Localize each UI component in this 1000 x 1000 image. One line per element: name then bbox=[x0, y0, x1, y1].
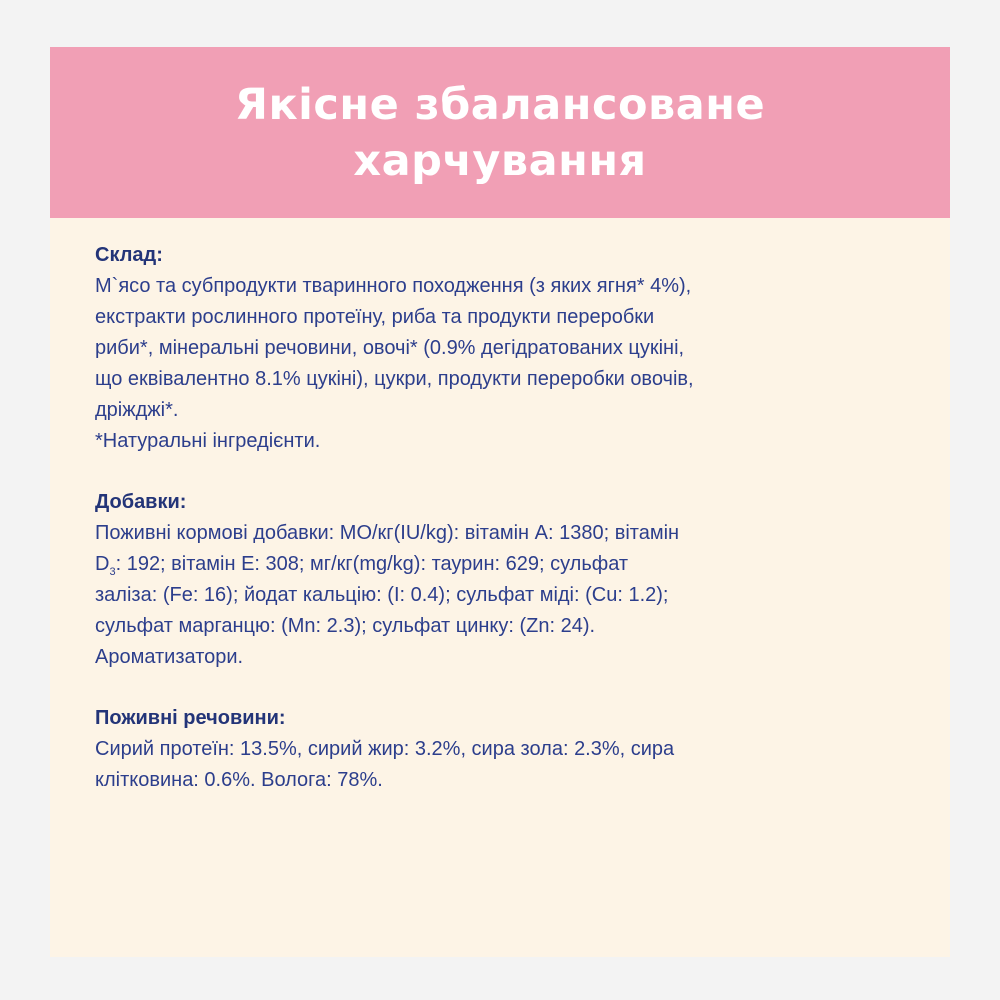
nutrients-line: Сирий протеїн: 13.5%, сирий жир: 3.2%, сира зола: 2.3%, сира bbox=[95, 738, 675, 760]
natural-ingredients-note: *Натуральні інгредієнти. bbox=[95, 430, 321, 452]
banner-title-line-2: харчування bbox=[353, 135, 647, 186]
additives-line-rest: : 192; вітамін Е: 308; мг/кг(mg/kg): таурин: 629; сульфат bbox=[115, 553, 629, 575]
nutrients-line: клітковина: 0.6%. Волога: 78%. bbox=[95, 769, 383, 791]
additives-line: сульфат марганцю: (Mn: 2.3); сульфат цинку: (Zn: 24). bbox=[95, 615, 596, 637]
nutrients-section bbox=[95, 703, 855, 796]
additives-text bbox=[95, 518, 855, 673]
additives-line: Поживні кормові добавки: МО/кг(IU/kg): вітамін А: 1380; вітамін bbox=[95, 522, 680, 544]
additives-section bbox=[95, 487, 855, 673]
additives-line: заліза: (Fe: 16); йодат кальцію: (I: 0.4); сульфат міді: (Cu: 1.2); bbox=[95, 584, 669, 606]
additives-line bbox=[95, 549, 855, 580]
title-banner bbox=[50, 47, 950, 218]
additives-line: Ароматизатори. bbox=[95, 646, 244, 668]
composition-section bbox=[95, 240, 855, 457]
vitamin-d-letter: D bbox=[95, 553, 110, 575]
composition-line: екстракти рослинного протеїну, риба та продукти переробки bbox=[95, 306, 655, 328]
nutrients-text bbox=[95, 734, 855, 796]
nutrients-heading: Поживні речовини: bbox=[95, 707, 286, 729]
composition-heading: Склад: bbox=[95, 244, 163, 266]
content-area bbox=[95, 240, 855, 796]
composition-line: М`ясо та субпродукти тваринного походження (з яких ягня* 4%), bbox=[95, 275, 692, 297]
composition-line: дріжджі*. bbox=[95, 399, 179, 421]
additives-heading: Добавки: bbox=[95, 491, 187, 513]
composition-line: риби*, мінеральні речовини, овочі* (0.9% дегідратованих цукіні, bbox=[95, 337, 685, 359]
composition-text bbox=[95, 271, 855, 457]
composition-line: що еквівалентно 8.1% цукіні), цукри, продукти переробки овочів, bbox=[95, 368, 694, 390]
banner-title-line-1: Якісне збалансоване bbox=[234, 79, 766, 130]
vitamin-d-subscript: 3 bbox=[109, 566, 116, 578]
